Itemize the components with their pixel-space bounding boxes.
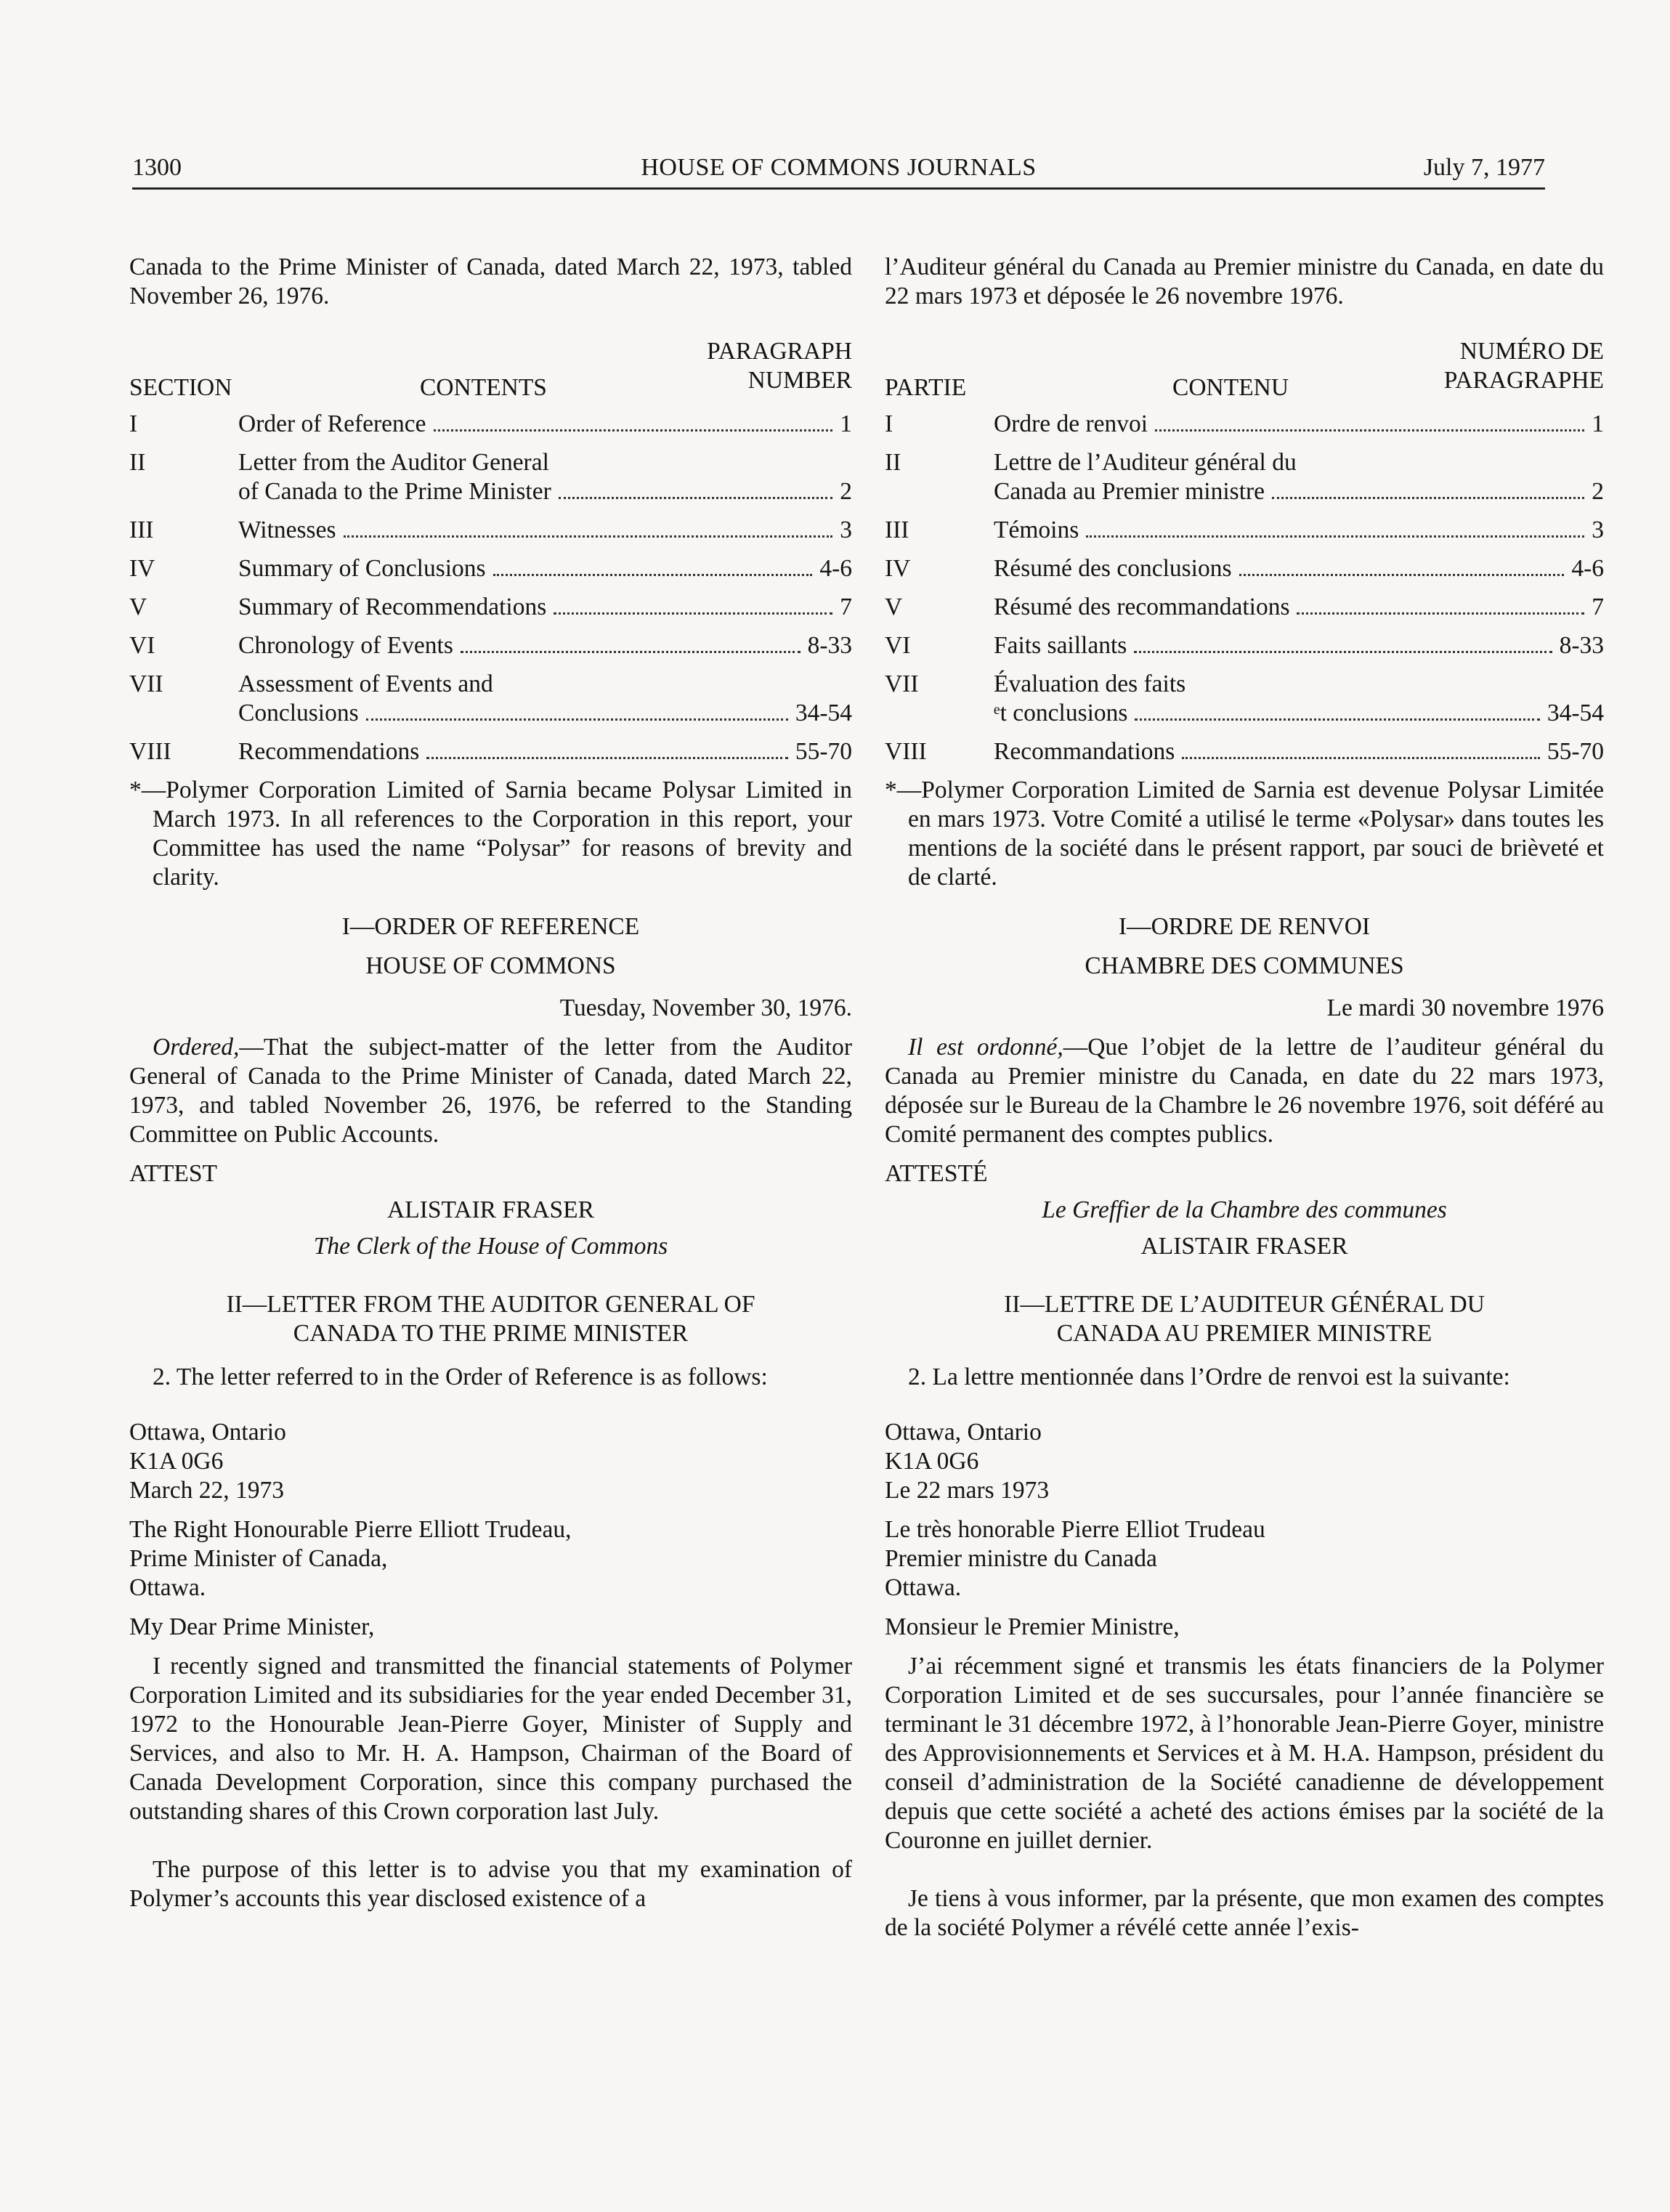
footnote: *—Polymer Corporation Limited de Sarnia est devenue Polysar Limitée en mars 1973. Votre Comité a utilisé le terme «Polysar» dans toutes les mentions de la société dans le présent rapport, par souci de brièveté et de clarté. — [885, 777, 1604, 891]
section-title: II—LETTER FROM THE AUDITOR GENERAL OF CANADA TO THE PRIME MINISTER — [226, 1291, 755, 1347]
toc-entry — [238, 670, 852, 728]
table-of-contents — [129, 410, 852, 766]
toc-paragraph-number: 3 — [1592, 516, 1604, 543]
letter-intro: 2. La lettre mentionnée dans l’Ordre de renvoi est la suivante: — [908, 1364, 1510, 1390]
toc-entry — [994, 554, 1604, 583]
toc-entry-title: Canada au Premier ministre — [994, 478, 1265, 505]
toc-paragraph-number: 2 — [1592, 478, 1604, 505]
dot-leader — [1086, 535, 1584, 538]
toc-entry-title: Recommendations — [238, 738, 420, 765]
page-header — [132, 145, 1545, 190]
attest-label: ATTEST — [129, 1160, 217, 1187]
dot-leader — [1272, 497, 1584, 499]
dot-leader — [426, 757, 788, 759]
toc-entry — [238, 516, 852, 545]
letter-salutation: My Dear Prime Minister, — [129, 1613, 375, 1640]
letter-recipient: The Right Honourable Pierre Elliott Trudeau, Prime Minister of Canada, Ottawa. — [129, 1516, 572, 1601]
order-text: Il est ordonné,—Que l’objet de la lettre de l’auditeur général du Canada au Premier ministre du Canada, en date du 22 mars 1973, déposée sur le Bureau de la Chambre le 26 novembre 1976, soit déféré au Comité permanent des comptes publics. — [885, 1034, 1604, 1148]
toc-entry-title: Ordre de renvoi — [994, 410, 1148, 437]
dot-leader — [1239, 574, 1565, 576]
toc-paragraph-number: 7 — [840, 593, 852, 620]
order-date: Le mardi 30 novembre 1976 — [1326, 994, 1604, 1021]
toc-entry — [994, 737, 1604, 766]
toc-row — [129, 631, 852, 660]
toc-section-number: II — [885, 449, 901, 476]
english-column — [129, 253, 852, 1913]
toc-entry-title: ᵉt conclusions — [994, 700, 1128, 726]
dot-leader — [1135, 718, 1539, 721]
toc-paragraph-number: 34-54 — [1547, 700, 1604, 726]
toc-paragraph-number: 4-6 — [1571, 555, 1604, 582]
dot-leader — [434, 429, 833, 432]
toc-entry — [994, 516, 1604, 545]
toc-entry-title: of Canada to the Prime Minister — [238, 478, 551, 505]
dot-leader — [1297, 612, 1584, 615]
toc-entry — [994, 410, 1604, 439]
journal-date: July 7, 1977 — [1423, 154, 1545, 181]
toc-paragraph-number: 8-33 — [807, 632, 852, 659]
toc-entry-title: Témoins — [994, 516, 1079, 543]
toc-row — [885, 448, 1604, 506]
letter-body: J’ai récemment signé et transmis les états financiers de la Polymer Corporation Limited et de ses succursales, pour l’année financière se terminant le 31 décembre 1972, à l’honorable Jean-Pierre Goyer, ministre des Approvisionnements et Services et à M. H.A. Hampson, président du conseil d’administration de la Société canadienne de développement depuis que cette société a acheté des actions émises par la société de la Couronne en juillet dernier. — [885, 1653, 1604, 1854]
dot-leader — [1134, 651, 1552, 653]
dot-leader — [559, 497, 832, 499]
toc-section-number: VIII — [885, 738, 927, 765]
toc-entry — [238, 593, 852, 622]
toc-number-header: PARAGRAPH NUMBER — [707, 338, 852, 394]
letter-body: The purpose of this letter is to advise you that my examination of Polymer’s accounts this year disclosed existence of a — [129, 1856, 852, 1912]
toc-entry-title: Évaluation des faits — [994, 671, 1186, 697]
toc-entry-title: Recommandations — [994, 738, 1175, 765]
toc-entry-title: Witnesses — [238, 516, 336, 543]
letter-body: I recently signed and transmitted the financial statements of Polymer Corporation Limited and its subsidiaries for the year ended December 31, 1972 to the Honourable Jean-Pierre Goyer, Minister of Supply and Services, and also to Mr. H. A. Hampson, Chairman of the Board of Canada Development Corporation, since this company purchased the outstanding shares of this Crown corporation last July. — [129, 1653, 852, 1825]
toc-row — [129, 410, 852, 439]
toc-row — [885, 410, 1604, 439]
letter-address: Ottawa, Ontario K1A 0G6 Le 22 mars 1973 — [885, 1419, 1050, 1504]
toc-row — [129, 593, 852, 622]
letter-address: Ottawa, Ontario K1A 0G6 March 22, 1973 — [129, 1419, 286, 1504]
dot-leader — [366, 718, 788, 721]
toc-section-header: PARTIE — [885, 374, 967, 401]
toc-row — [885, 554, 1604, 583]
toc-row — [129, 516, 852, 545]
toc-entry — [238, 554, 852, 583]
toc-section-number: VII — [129, 671, 163, 697]
toc-section-number: IV — [885, 555, 911, 582]
toc-section-number: VIII — [129, 738, 171, 765]
journal-title: HOUSE OF COMMONS JOURNALS — [641, 154, 1037, 181]
toc-entry-title: Résumé des conclusions — [994, 555, 1232, 582]
toc-entry — [238, 448, 852, 506]
section-title: I—ORDER OF REFERENCE — [341, 913, 640, 940]
toc-number-header: NUMÉRO DE PARAGRAPHE — [1443, 338, 1604, 394]
toc-paragraph-number: 1 — [1592, 410, 1604, 437]
table-of-contents — [885, 410, 1604, 766]
section-subtitle: CHAMBRE DES COMMUNES — [1085, 952, 1404, 979]
toc-header — [885, 337, 1604, 404]
dot-leader — [1155, 429, 1584, 432]
toc-entry — [238, 737, 852, 766]
toc-section-number: VII — [885, 671, 919, 697]
toc-paragraph-number: 34-54 — [795, 700, 852, 726]
page-number: 1300 — [132, 154, 182, 181]
toc-entry — [994, 448, 1604, 506]
order-text: Ordered,—That the subject-matter of the letter from the Auditor General of Canada to the Prime Minister of Canada, dated March 22, 1973, and tabled November 26, 1976, be referred to the Standing Committee on Public Accounts. — [129, 1034, 852, 1148]
toc-section-number: III — [885, 516, 909, 543]
signatory-name: ALISTAIR FRASER — [1140, 1233, 1348, 1260]
section-title: II—LETTRE DE L’AUDITEUR GÉNÉRAL DU CANADA AU PREMIER MINISTRE — [1004, 1291, 1485, 1347]
toc-row — [885, 670, 1604, 728]
section-title: I—ORDRE DE RENVOI — [1118, 913, 1371, 940]
toc-entry-title: Conclusions — [238, 700, 359, 726]
order-date: Tuesday, November 30, 1976. — [559, 994, 852, 1021]
toc-entry-title: Summary of Recommendations — [238, 593, 547, 620]
toc-entry — [994, 670, 1604, 728]
toc-section-number: VI — [885, 632, 911, 659]
toc-entry — [238, 410, 852, 439]
toc-section-number: III — [129, 516, 154, 543]
letter-body: Je tiens à vous informer, par la présente, que mon examen des comptes de la société Polymer a révélé cette année l’exis- — [885, 1885, 1604, 1941]
dot-leader — [493, 574, 813, 576]
section-subtitle: HOUSE OF COMMONS — [365, 952, 616, 979]
toc-entry — [994, 631, 1604, 660]
toc-paragraph-number: 3 — [840, 516, 852, 543]
toc-section-number: IV — [129, 555, 155, 582]
letter-recipient: Le très honorable Pierre Elliot Trudeau Premier ministre du Canada Ottawa. — [885, 1516, 1265, 1601]
toc-row — [129, 448, 852, 506]
toc-paragraph-number: 1 — [840, 410, 852, 437]
toc-row — [885, 516, 1604, 545]
french-column — [885, 253, 1604, 1942]
toc-paragraph-number: 4-6 — [819, 555, 852, 582]
toc-section-header: SECTION — [129, 374, 232, 401]
toc-contents-header: CONTENU — [1172, 374, 1289, 401]
signatory-name: ALISTAIR FRASER — [387, 1196, 594, 1223]
toc-section-number: V — [129, 593, 147, 620]
toc-entry-title: Order of Reference — [238, 410, 426, 437]
attest-label: ATTESTÉ — [885, 1160, 988, 1187]
clerk-title: Le Greffier de la Chambre des communes — [1042, 1196, 1447, 1223]
toc-section-number: I — [885, 410, 893, 437]
toc-row — [885, 737, 1604, 766]
toc-entry — [994, 593, 1604, 622]
toc-entry-title: Résumé des recommandations — [994, 593, 1290, 620]
toc-entry-title: Faits saillants — [994, 632, 1127, 659]
toc-entry-title: Lettre de l’Auditeur général du — [994, 449, 1297, 476]
toc-row — [885, 593, 1604, 622]
intro-text: Canada to the Prime Minister of Canada, dated March 22, 1973, tabled November 26, 1976. — [129, 254, 852, 309]
toc-row — [885, 631, 1604, 660]
toc-paragraph-number: 2 — [840, 478, 852, 505]
toc-row — [129, 670, 852, 728]
toc-contents-header: CONTENTS — [420, 374, 547, 401]
letter-intro: 2. The letter referred to in the Order of Reference is as follows: — [153, 1364, 768, 1390]
toc-entry-title: Chronology of Events — [238, 632, 453, 659]
toc-section-number: V — [885, 593, 903, 620]
dot-leader — [554, 612, 832, 615]
toc-paragraph-number: 8-33 — [1559, 632, 1604, 659]
toc-paragraph-number: 55-70 — [795, 738, 852, 765]
dot-leader — [1182, 757, 1540, 759]
dot-leader — [461, 651, 800, 653]
toc-paragraph-number: 7 — [1592, 593, 1604, 620]
toc-entry-title: Summary of Conclusions — [238, 555, 486, 582]
toc-section-number: II — [129, 449, 146, 476]
intro-text: l’Auditeur général du Canada au Premier ministre du Canada, en date du 22 mars 1973 et déposée le 26 novembre 1976. — [885, 254, 1604, 309]
clerk-title: The Clerk of the House of Commons — [313, 1233, 668, 1260]
toc-paragraph-number: 55-70 — [1547, 738, 1604, 765]
toc-header — [129, 337, 852, 404]
toc-row — [129, 554, 852, 583]
toc-section-number: I — [129, 410, 138, 437]
toc-entry-title: Assessment of Events and — [238, 671, 493, 697]
toc-section-number: VI — [129, 632, 155, 659]
toc-entry — [238, 631, 852, 660]
toc-row — [129, 737, 852, 766]
toc-entry-title: Letter from the Auditor General — [238, 449, 549, 476]
dot-leader — [344, 535, 833, 538]
footnote: *—Polymer Corporation Limited of Sarnia became Polysar Limited in March 1973. In all references to the Corporation in this report, your Committee has used the name “Polysar” for reasons of brevity and clarity. — [129, 777, 852, 891]
letter-salutation: Monsieur le Premier Ministre, — [885, 1613, 1180, 1640]
